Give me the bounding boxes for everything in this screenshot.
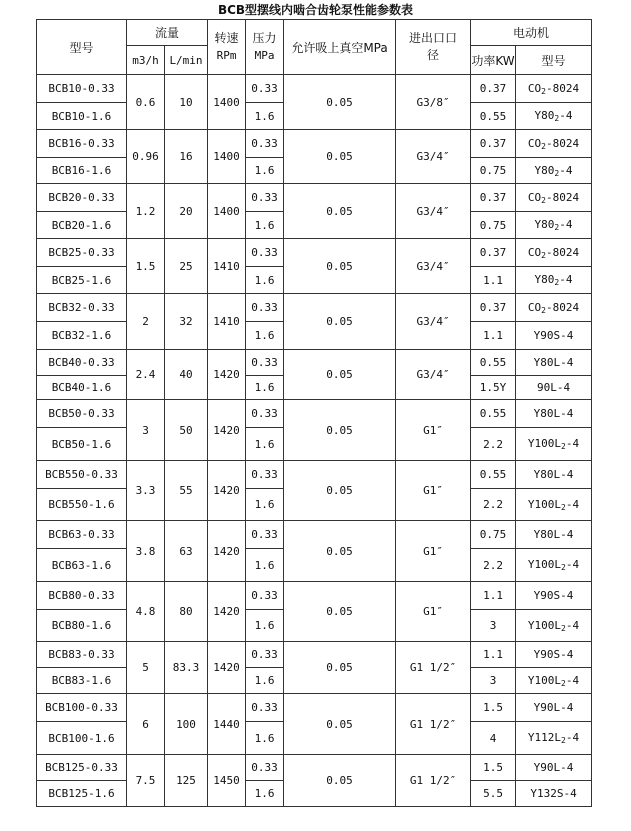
model-cell: BCB16-0.33 [37, 130, 127, 158]
vacuum-cell: 0.05 [284, 694, 396, 755]
motor-model-cell: Y132S-4 [516, 781, 592, 807]
pump-spec-table [36, 19, 592, 807]
speed-cell: 1420 [208, 350, 246, 400]
power-cell: 1.5 [471, 755, 516, 781]
flow-m3h-cell: 3 [127, 400, 165, 461]
port-cell: G1″ [396, 400, 471, 461]
speed-cell: 1400 [208, 184, 246, 239]
power-cell: 0.75 [471, 521, 516, 549]
model-cell: BCB25-0.33 [37, 239, 127, 267]
motor-model-cell: $CO_2-8024$ [516, 130, 592, 158]
pressure-cell: 0.33 [246, 755, 284, 781]
header-flow: 流量 [127, 20, 208, 46]
pressure-cell: 1.6 [246, 212, 284, 239]
pressure-cell: 0.33 [246, 350, 284, 376]
flow-lmin-cell: 80 [165, 582, 208, 642]
vacuum-cell: 0.05 [284, 294, 396, 350]
flow-m3h-cell: 4.8 [127, 582, 165, 642]
power-cell: 2.2 [471, 549, 516, 582]
motor-model-cell: Y90L-4 [516, 694, 592, 722]
model-cell: BCB32-0.33 [37, 294, 127, 322]
table-row [37, 582, 592, 610]
flow-m3h-cell: 5 [127, 642, 165, 694]
model-cell: BCB20-1.6 [37, 212, 127, 239]
pressure-cell: 1.6 [246, 428, 284, 461]
flow-m3h-cell: 0.96 [127, 130, 165, 184]
table-row [37, 239, 592, 267]
motor-model-cell: $Y80_2-4$ [516, 103, 592, 130]
pressure-cell: 1.6 [246, 267, 284, 294]
vacuum-cell: 0.05 [284, 239, 396, 294]
pressure-cell: 1.6 [246, 158, 284, 184]
pressure-cell: 1.6 [246, 103, 284, 130]
motor-model-cell: $CO_2-8024$ [516, 239, 592, 267]
table-row [37, 755, 592, 781]
table-row [37, 75, 592, 103]
flow-lmin-cell: 50 [165, 400, 208, 461]
motor-model-cell: Y90L-4 [516, 755, 592, 781]
table-row [37, 694, 592, 722]
speed-cell: 1420 [208, 642, 246, 694]
header-flow-lmin: L/min [165, 46, 208, 75]
power-cell: 1.1 [471, 267, 516, 294]
table-row [37, 400, 592, 428]
port-cell: G3/4″ [396, 184, 471, 239]
flow-lmin-cell: 16 [165, 130, 208, 184]
speed-cell: 1420 [208, 400, 246, 461]
header-flow-m3h: m3/h [127, 46, 165, 75]
model-cell: BCB10-0.33 [37, 75, 127, 103]
speed-cell: 1400 [208, 130, 246, 184]
header-pressure-unit: MPa [254, 49, 275, 62]
header-pressure [246, 20, 284, 75]
flow-lmin-cell: 125 [165, 755, 208, 807]
power-cell: 0.55 [471, 400, 516, 428]
flow-m3h-cell: 3.8 [127, 521, 165, 582]
vacuum-cell: 0.05 [284, 521, 396, 582]
flow-lmin-cell: 63 [165, 521, 208, 582]
speed-cell: 1410 [208, 239, 246, 294]
flow-lmin-cell: 55 [165, 461, 208, 521]
motor-model-cell: Y90S-4 [516, 582, 592, 610]
power-cell: 4 [471, 722, 516, 755]
header-port-line2: 径 [427, 48, 440, 62]
power-cell: 3 [471, 668, 516, 694]
speed-cell: 1450 [208, 755, 246, 807]
flow-lmin-cell: 100 [165, 694, 208, 755]
power-cell: 0.55 [471, 461, 516, 489]
pressure-cell: 0.33 [246, 400, 284, 428]
speed-cell: 1420 [208, 461, 246, 521]
motor-model-cell: $Y80_2-4$ [516, 212, 592, 239]
motor-model-cell: $Y100L_2-4$ [516, 668, 592, 694]
header-port-line1: 进出口口 [409, 31, 458, 45]
motor-model-cell: $Y80_2-4$ [516, 267, 592, 294]
table-row [37, 294, 592, 322]
model-cell: BCB125-0.33 [37, 755, 127, 781]
header-speed-unit: RPm [216, 49, 237, 62]
model-cell: BCB32-1.6 [37, 322, 127, 350]
motor-model-cell: $Y112L_2-4$ [516, 722, 592, 755]
pressure-cell: 0.33 [246, 75, 284, 103]
model-cell: BCB63-0.33 [37, 521, 127, 549]
power-cell: 5.5 [471, 781, 516, 807]
speed-cell: 1400 [208, 75, 246, 130]
port-cell: G1 1/2″ [396, 694, 471, 755]
port-cell: G3/4″ [396, 239, 471, 294]
table-row [37, 184, 592, 212]
port-cell: G3/4″ [396, 294, 471, 350]
motor-model-cell: Y80L-4 [516, 350, 592, 376]
table-row [37, 461, 592, 489]
speed-cell: 1440 [208, 694, 246, 755]
power-cell: 1.1 [471, 642, 516, 668]
power-cell: 2.2 [471, 489, 516, 521]
header-motor-model: 型号 [516, 46, 592, 75]
flow-lmin-cell: 20 [165, 184, 208, 239]
model-cell: BCB40-0.33 [37, 350, 127, 376]
model-cell: BCB20-0.33 [37, 184, 127, 212]
header-speed-cn: 转速 [214, 31, 239, 45]
header-speed [208, 20, 246, 75]
model-cell: BCB16-1.6 [37, 158, 127, 184]
pressure-cell: 0.33 [246, 461, 284, 489]
power-cell: 1.1 [471, 582, 516, 610]
motor-model-cell: $Y100L_2-4$ [516, 489, 592, 521]
power-cell: 0.37 [471, 239, 516, 267]
pressure-cell: 1.6 [246, 610, 284, 642]
flow-m3h-cell: 7.5 [127, 755, 165, 807]
flow-m3h-cell: 3.3 [127, 461, 165, 521]
power-cell: 0.37 [471, 130, 516, 158]
pressure-cell: 0.33 [246, 130, 284, 158]
vacuum-cell: 0.05 [284, 400, 396, 461]
vacuum-cell: 0.05 [284, 75, 396, 130]
port-cell: G1″ [396, 582, 471, 642]
speed-cell: 1420 [208, 582, 246, 642]
speed-cell: 1420 [208, 521, 246, 582]
motor-model-cell: $CO_2-8024$ [516, 294, 592, 322]
flow-m3h-cell: 1.2 [127, 184, 165, 239]
model-cell: BCB50-1.6 [37, 428, 127, 461]
flow-lmin-cell: 83.3 [165, 642, 208, 694]
motor-model-cell: Y80L-4 [516, 400, 592, 428]
model-cell: BCB550-1.6 [37, 489, 127, 521]
motor-model-cell: $Y100L_2-4$ [516, 428, 592, 461]
motor-model-cell: Y80L-4 [516, 521, 592, 549]
pressure-cell: 0.33 [246, 294, 284, 322]
vacuum-cell: 0.05 [284, 642, 396, 694]
model-cell: BCB80-0.33 [37, 582, 127, 610]
port-cell: G1″ [396, 521, 471, 582]
header-vacuum: 允许吸上真空MPa [284, 20, 396, 75]
model-cell: BCB550-0.33 [37, 461, 127, 489]
power-cell: 1.5Y [471, 376, 516, 400]
motor-model-cell: Y90S-4 [516, 322, 592, 350]
power-cell: 1.1 [471, 322, 516, 350]
vacuum-cell: 0.05 [284, 184, 396, 239]
model-cell: BCB83-0.33 [37, 642, 127, 668]
table-row [37, 350, 592, 376]
flow-lmin-cell: 40 [165, 350, 208, 400]
flow-lmin-cell: 25 [165, 239, 208, 294]
motor-model-cell: Y80L-4 [516, 461, 592, 489]
model-cell: BCB80-1.6 [37, 610, 127, 642]
power-cell: 0.55 [471, 103, 516, 130]
model-cell: BCB63-1.6 [37, 549, 127, 582]
vacuum-cell: 0.05 [284, 582, 396, 642]
power-cell: 0.37 [471, 75, 516, 103]
model-cell: BCB10-1.6 [37, 103, 127, 130]
model-cell: BCB40-1.6 [37, 376, 127, 400]
speed-cell: 1410 [208, 294, 246, 350]
motor-model-cell: $Y100L_2-4$ [516, 610, 592, 642]
model-cell: BCB100-0.33 [37, 694, 127, 722]
motor-model-cell: 90L-4 [516, 376, 592, 400]
pressure-cell: 0.33 [246, 184, 284, 212]
power-cell: 0.75 [471, 212, 516, 239]
power-cell: 0.75 [471, 158, 516, 184]
model-cell: BCB25-1.6 [37, 267, 127, 294]
power-cell: 1.5 [471, 694, 516, 722]
motor-model-cell: $Y80_2-4$ [516, 158, 592, 184]
table-row [37, 642, 592, 668]
table-row [37, 521, 592, 549]
power-cell: 2.2 [471, 428, 516, 461]
header-model: 型号 [37, 20, 127, 75]
vacuum-cell: 0.05 [284, 461, 396, 521]
pressure-cell: 1.6 [246, 322, 284, 350]
header-motor: 电动机 [471, 20, 592, 46]
pressure-cell: 0.33 [246, 694, 284, 722]
pressure-cell: 1.6 [246, 549, 284, 582]
flow-m3h-cell: 0.6 [127, 75, 165, 130]
model-cell: BCB125-1.6 [37, 781, 127, 807]
model-cell: BCB83-1.6 [37, 668, 127, 694]
vacuum-cell: 0.05 [284, 755, 396, 807]
flow-lmin-cell: 10 [165, 75, 208, 130]
flow-m3h-cell: 1.5 [127, 239, 165, 294]
port-cell: G1 1/2″ [396, 755, 471, 807]
flow-lmin-cell: 32 [165, 294, 208, 350]
header-power: 功率KW [471, 46, 516, 75]
vacuum-cell: 0.05 [284, 350, 396, 400]
header-pressure-cn: 压力 [252, 31, 277, 45]
model-cell: BCB50-0.33 [37, 400, 127, 428]
pressure-cell: 1.6 [246, 781, 284, 807]
motor-model-cell: Y90S-4 [516, 642, 592, 668]
motor-model-cell: $Y100L_2-4$ [516, 549, 592, 582]
pressure-cell: 1.6 [246, 489, 284, 521]
pressure-cell: 0.33 [246, 239, 284, 267]
flow-m3h-cell: 2 [127, 294, 165, 350]
port-cell: G1 1/2″ [396, 642, 471, 694]
flow-m3h-cell: 6 [127, 694, 165, 755]
motor-model-cell: $CO_2-8024$ [516, 75, 592, 103]
header-port [396, 20, 471, 75]
pressure-cell: 1.6 [246, 722, 284, 755]
power-cell: 0.37 [471, 184, 516, 212]
pressure-cell: 1.6 [246, 668, 284, 694]
flow-m3h-cell: 2.4 [127, 350, 165, 400]
port-cell: G3/4″ [396, 130, 471, 184]
port-cell: G1″ [396, 461, 471, 521]
power-cell: 3 [471, 610, 516, 642]
model-cell: BCB100-1.6 [37, 722, 127, 755]
table-body [37, 75, 592, 807]
port-cell: G3/4″ [396, 350, 471, 400]
pressure-cell: 0.33 [246, 582, 284, 610]
pressure-cell: 0.33 [246, 521, 284, 549]
pressure-cell: 1.6 [246, 376, 284, 400]
table-row [37, 130, 592, 158]
vacuum-cell: 0.05 [284, 130, 396, 184]
table-title: BCB型摆线内啮合齿轮泵性能参数表 [217, 3, 414, 17]
pressure-cell: 0.33 [246, 642, 284, 668]
motor-model-cell: $CO_2-8024$ [516, 184, 592, 212]
port-cell: G3/8″ [396, 75, 471, 130]
power-cell: 0.37 [471, 294, 516, 322]
power-cell: 0.55 [471, 350, 516, 376]
